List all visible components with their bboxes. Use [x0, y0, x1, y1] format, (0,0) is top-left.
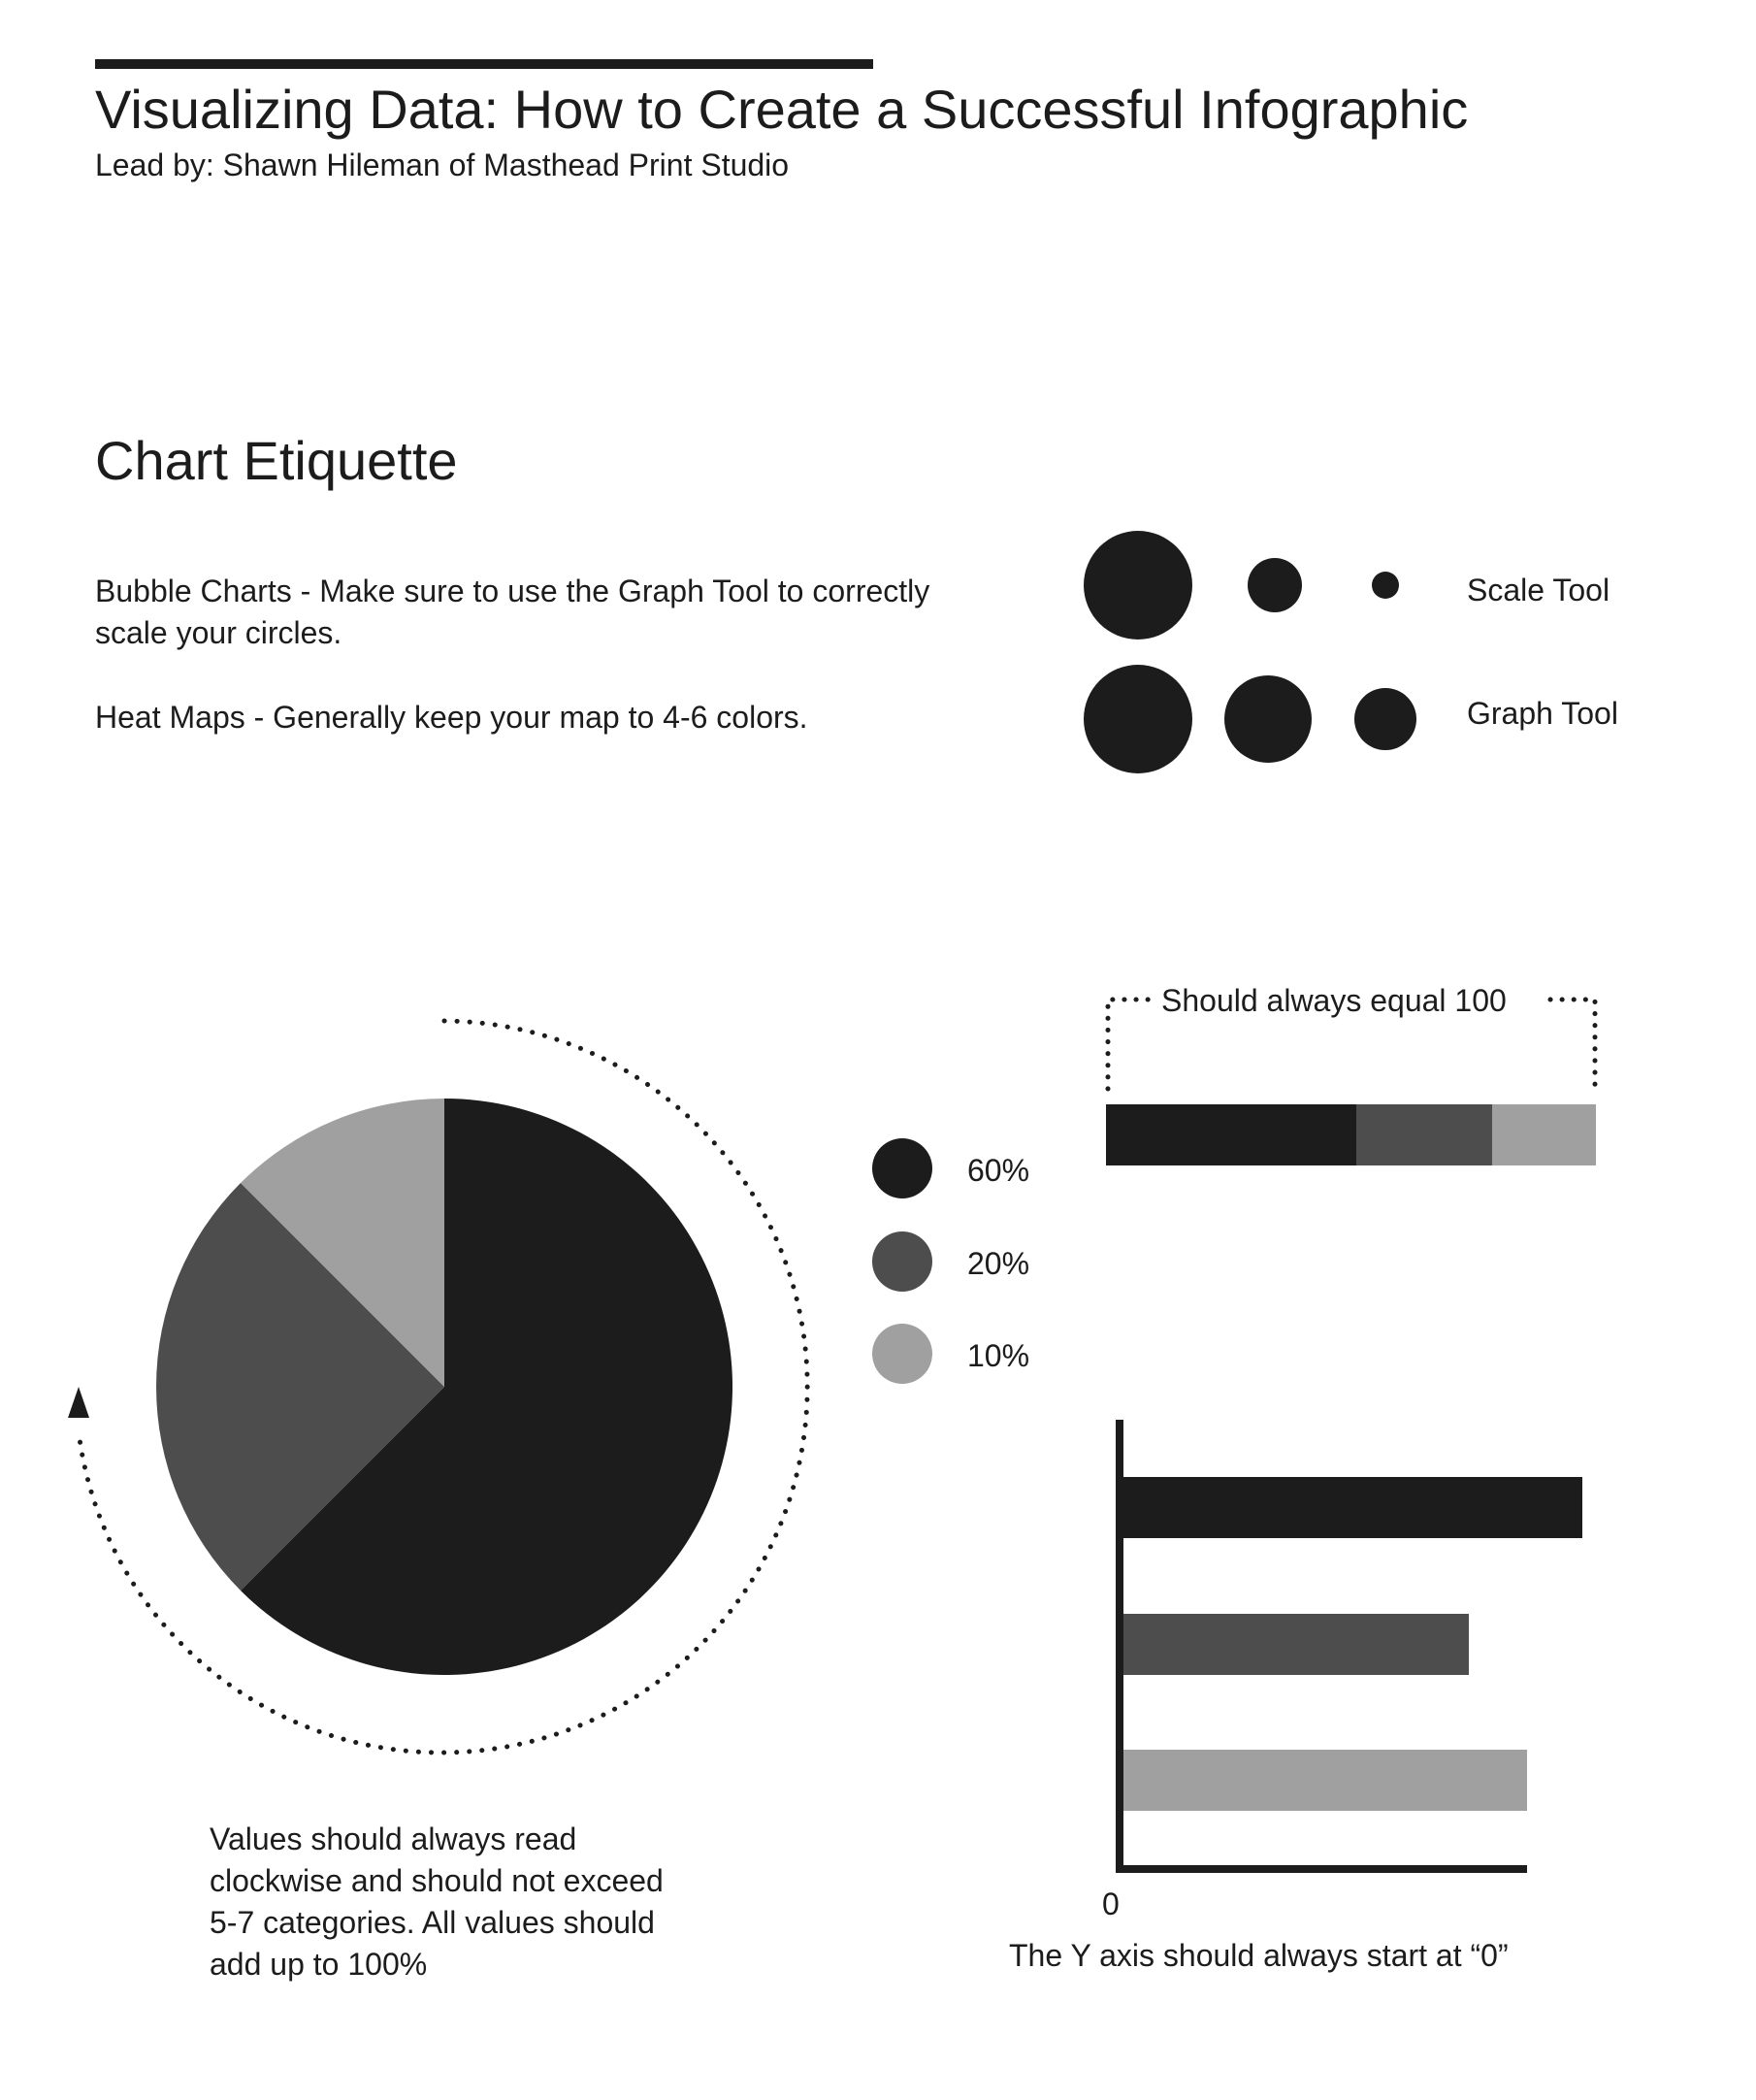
bar-chart-x-axis — [1116, 1865, 1527, 1873]
legend-label-20: 20% — [967, 1246, 1030, 1281]
pie-note-line-3: 5-7 categories. All values should — [210, 1905, 655, 1940]
bar-chart — [1116, 1420, 1582, 1873]
stacked-bar-segment-dark — [1106, 1104, 1356, 1165]
bar-chart-caption: The Y axis should always start at “0” — [1009, 1938, 1509, 1973]
bar-chart-y-axis — [1116, 1420, 1123, 1873]
stacked-bar-segment-mid — [1356, 1104, 1492, 1165]
legend-dot-20 — [872, 1231, 932, 1292]
bubble-charts-text-line-2: scale your circles. — [95, 615, 342, 650]
legend-label-10: 10% — [967, 1338, 1030, 1373]
section-title: Chart Etiquette — [95, 430, 458, 491]
bar-light — [1123, 1750, 1527, 1811]
pie-note-line-2: clockwise and should not exceed — [210, 1863, 664, 1898]
pie-note-line-1: Values should always read — [210, 1821, 577, 1856]
heat-maps-text: Heat Maps - Generally keep your map to 4-6 colors. — [95, 700, 808, 735]
legend-dot-10 — [872, 1324, 932, 1384]
pie-chart — [156, 1099, 732, 1675]
stacked-bar-segment-light — [1492, 1104, 1596, 1165]
stacked-bar — [1106, 1104, 1596, 1165]
scale-tool-label: Scale Tool — [1467, 573, 1610, 607]
stacked-bar-label: Should always equal 100 — [1161, 983, 1507, 1018]
graph-tool-label: Graph Tool — [1467, 696, 1618, 731]
clockwise-arrow-head — [68, 1387, 89, 1418]
bubble-charts-text-line-1: Bubble Charts - Make sure to use the Graph Tool to correctly — [95, 574, 930, 608]
bar-dark — [1123, 1477, 1582, 1538]
bar-mid — [1123, 1614, 1469, 1675]
page-title: Visualizing Data: How to Create a Successful Infographic — [95, 79, 1469, 140]
legend-label-60: 60% — [967, 1153, 1030, 1188]
byline: Lead by: Shawn Hileman of Masthead Print Studio — [95, 148, 790, 182]
pie-note-line-4: add up to 100% — [210, 1947, 428, 1982]
bar-chart-zero-label: 0 — [1102, 1887, 1120, 1921]
legend-dot-60 — [872, 1138, 932, 1198]
